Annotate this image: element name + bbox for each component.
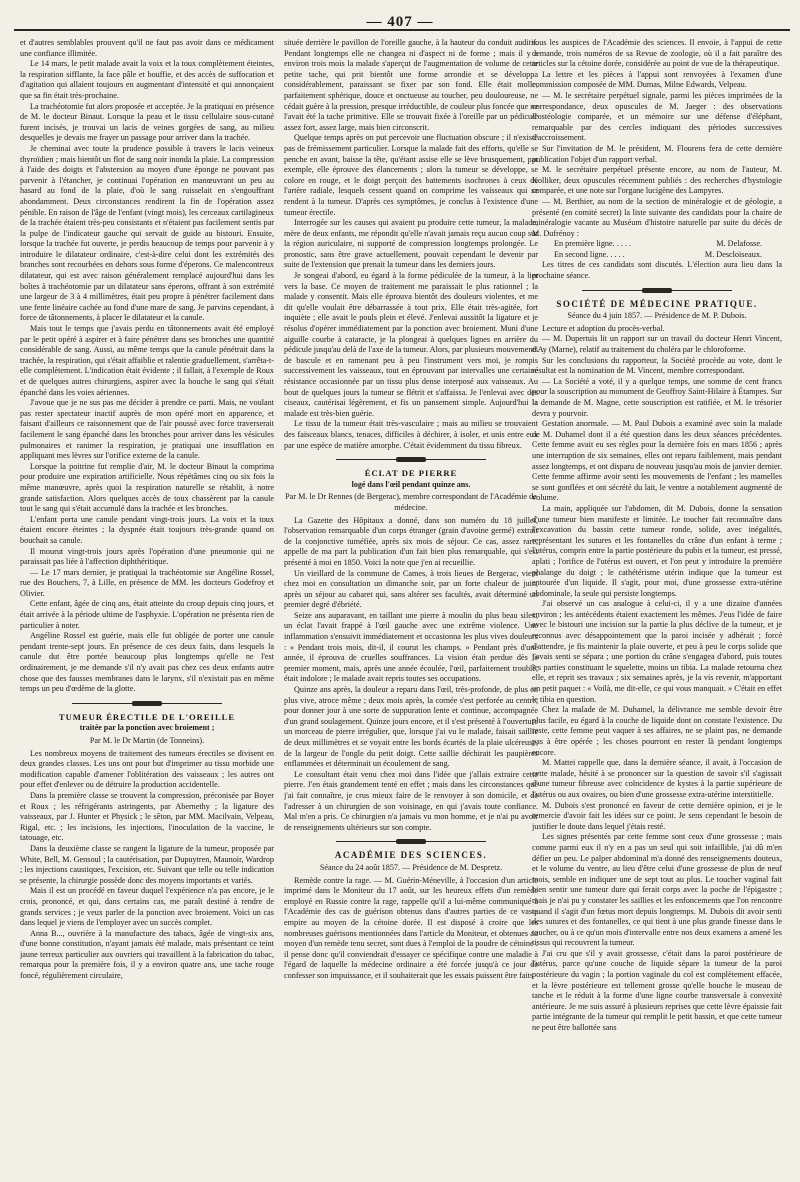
paragraph: Les titres de ces candidats sont discutés. L'élection aura lieu dans la prochaine séance. (532, 260, 782, 281)
paragraph: — M. Berthier, au nom de la section de minéralogie et de géologie, a présenté (en comité secret) la liste suivante des candidats pour la chaire de minéralogie vacante au Muséum d'histoire naturelle par suite du décès de M. Dufrénoy : (532, 196, 782, 238)
paragraph: — Le 17 mars dernier, je pratiquai la trachéotomie sur Angéline Rossel, rue des Bouchers, 7, à Lille, en présence de MM. les docteurs Godefroy et Olivier. (20, 567, 274, 598)
paragraph: Gestation anormale. — M. Paul Dubois a examiné avec soin la malade de M. Duhamel dont il a été question dans les deux séances précédentes. Cette femme avait eu ses règles pour la dernière fois en mars 1856 ; après une interruption de six semaines, elles ont reparu faiblement, mais pendant assez longtemps, et ont disparu de nouveau jusqu'au mois de janvier dernier. Cette femme affirme avoir senti les mouvements de l'enfant ; les mamelles se sont gonflées et ont sécrété du lait, le ventre a notablement augmenté de volume. (532, 419, 782, 503)
paragraph: Les nombreux moyens de traitement des tumeurs érectiles se divisent en deux grandes classes. Les uns ont pour but d'imprimer au tissu morbide une modification capable d'amener l'oblitération des vaisseaux ; les autres ont pour effet d'enlever ou de détruire la production accidentelle. (20, 748, 274, 790)
section-title: ACADÉMIE DES SCIENCES. (334, 850, 488, 861)
paragraph: Les signes présentés par cette femme sont ceux d'une grossesse ; mais comme parmi eux il n'y en a pas un seul qui soit infaillible, j'ai dû m'en défier un peu. Le palper abdominal m'a donné des renseignements douteux, et le volume du ventre, au lieu d'être celui d'une grossesse de plus de neuf mois, semble en indiquer une de sept tout au plus. Le toucher vaginal fait bien sentir une tumeur dure qui ferait corps avec la poche de l'épigastre ; mais je n'ai pu y constater les saillies et les enfoncements que l'on rencontre quand il s'agit d'un fœtus mort depuis longtemps. M. Dubois dit avoir senti des sutures et des fontanelles, ce qui tient à une plus grande finesse dans le toucher, ou à ce qu'un mois d'intervalle entre nos deux examens a amené les tissus qui recouvrent la tumeur. (532, 832, 782, 948)
paragraph: M. le secrétaire perpétuel présente encore, au nom de l'auteur, M. Kolliker, deux opuscules récemment publiés : des recherches d'hystologie comparée, et une note sur l'organe lucigène des Lampyres. (532, 165, 782, 196)
article-subtitle: traitée par la ponction avec broiement ; (79, 723, 215, 733)
paragraph: Angéline Rossel est guérie, mais elle fut obligée de porter une canule pendant trente-sept jours. En présence de ces deux faits, dans lesquels la canule dut être portée beaucoup plus longtemps qu'elle ne l'est ordinairement, je me demande s'il n'y avait pas chez ces deux enfants autre chose que des fausses membranes dans le larynx, s'il n'existait pas en même temps un peu d'œdème de la glotte. (20, 631, 274, 694)
column-2 (284, 38, 538, 1174)
paragraph: J'avoue que je ne sus pas me décider à prendre ce parti. Mais, ne voulant pas rester spectateur inactif auprès de mon opéré mort en apparence, et faisant d'ailleurs ce raisonnement que de l'air poussé avec force traverserait facilement le sang épanché dans les bronches pour arriver dans les vésicules pulmonaires et ranimer la respiration, je pratiquai une insufflation en appliquant mes lèvres sur l'orifice externe de la canule. (20, 398, 274, 461)
candidate-rank: En second ligne. . . . . (554, 249, 625, 259)
paragraph: J'ai observé un cas analogue à celui-ci, il y a une dizaine d'années environ ; les antécédents étaient exactement les mêmes. J'eus l'idée de faire avec le bistouri une incision sur la partie la plus déclive de la tumeur, et je reconnus avec désappointement que la paroi incisée y adhérait ; forcé d'attendre, je fis maintenir la plaie ouverte, et peu à peu le corps solide que j'avais senti se sépara ; une portion du crâne s'engagea d'abord, puis toutes les parties constituant le squelette, moins un tibia. La malade retourna chez elle, et reprit ses travaux ; six semaines après, je la vis revenir, m'apportant un petit paquet : « Voilà, me dit-elle, ce qui vous manquait. » C'était en effet le tibia en question. (532, 599, 782, 704)
candidate-rank: En première ligne. . . . . (554, 239, 632, 249)
paragraph: Seize ans auparavant, en taillant une pierre à moulin du plus beau silex, un éclat l'avait frappé à l'œil gauche avec une extrême violence. Une inflammation s'ensuivit immédiatement et occasionna les plus vives douleurs : « Pendant trois mois, dit-il, il courut les champs. » Pendant près d'une année, il éprouva de cruelles souffrances. La vision était perdue dès le premier moment, mais, après une année écoulée, l'œil, parfaitement troublé, était indolore ; le malade avait repris toutes ses occupations. (284, 610, 538, 684)
paragraph: située derrière le pavillon de l'oreille gauche, à la hauteur du conduit auditif. Pendant longtemps elle ne changea ni d'aspect ni de forme ; mais il y a environ trois mois la malade s'aperçut de l'augmentation de volume de cette petite tache, qui prit bientôt une forme arrondie et se développa considérablement, paraissant se fixer par son fond. Elle était molle, parfaitement sphérique, douce et onctueuse au toucher, peu douloureuse, ne cédait guère à la pression, presque irréductible, de couleur plus foncée que ne l'avait été la tache primitive. Elle se trouvait fixée à l'oreille par un pédicule assez fort, assez large, mais bien circonscrit. (284, 38, 538, 132)
paragraph: Sur l'invitation de M. le président, M. Flourens fera de cette dernière publication l'objet d'un rapport verbal. (532, 143, 782, 164)
paragraph: Remède contre la rage. — M. Guérin-Méneville, à l'occasion d'un article imprimé dans le Moniteur du 17 août, sur les heureux effets d'un remède employé en Russie contre la rage, rappelle qu'il a lui-même communiqué à l'Académie des cas de guérison obtenus dans d'autres parties de ce vaste empire au moyen de la cétoine dorée. Il est disposé à croire que les nombreuses guérisons mentionnées dans l'article du Moniteur, et obtenues au moyen d'un remède tenu secret, sont dues à l'emploi de la poudre de cétoine : il pense donc qu'il conviendrait d'essayer ce spécifique contre une maladie à l'égard de laquelle la médecine ordinaire a été forcée jusqu'à ce jour de confesser son impuissance, et il souhaiterait que les essais puissent être faits (284, 875, 538, 980)
column-1 (20, 38, 274, 1174)
article-author: Par M. le Dr Martin (de Tonneins). (89, 736, 205, 745)
paragraph: M. Mattei rappelle que, dans la dernière séance, il avait, à l'occasion de cette malade, hésité à se prononcer sur la question de savoir s'il s'agissait d'une tumeur fibreuse avec coïncidence de kystes à la partie supérieure de l'utérus ou aux ovaires, ou bien d'une grossesse extra-utérine interstitielle. (532, 758, 782, 799)
candidate-row (532, 250, 782, 261)
candidate-name: M. Delafosse. (716, 239, 762, 249)
paragraph: Mais il est un procédé en faveur duquel l'expérience n'a pas encore, je le crois, prononcé, et qui, dans certains cas, me paraît destiné à rendre de grands services ; je veux parler de la ponction avec broiement. Voici un cas dans lequel je viens de l'employer avec un succès complet. (20, 886, 274, 928)
section-title: SOCIÉTÉ DE MÉDECINE PRATIQUE. (556, 298, 758, 309)
paragraph: Interrogée sur les causes qui avaient pu produire cette tumeur, la malade, mère de deux enfants, me répondit qu'elle n'avait jamais reçu aucun coup sur la région auriculaire, ni supporté de compression longtemps prolongée. Le pronostic, sans être grave actuellement, pouvait cependant le devenir par suite de l'extension que prenait la tumeur dans les derniers jours. (284, 218, 538, 270)
paragraph: Quelque temps après on put percevoir une fluctuation obscure ; il n'existe pas de frémissement particulier. Lorsque la malade fait des efforts, qu'elle se penche en avant, baisse la tête, qu'étant assise elle se lève brusquement, par exemple, elle éprouve des élancements ; alors la tumeur se développe, se colore en rouge, et le doigt perçoit des battements isochrones à ceux de l'artère radiale, lesquels cessent quand on comprime les vaisseaux qui se rendent à la tumeur. D'après ces symptômes, je conclus à l'existence d'une tumeur érectile. (284, 133, 538, 217)
paragraph: sous les auspices de l'Académie des sciences. Il envoie, à l'appui de cette demande, trois numéros de sa Revue de zoologie, où il a fait paraître des articles sur la cétoine dorée, considérée au point de vue de la thérapeutique. (532, 38, 782, 69)
paragraph: Il mourut vingt-trois jours après l'opération d'une pneumonie qui ne paraissait pas liée à l'affection diphthéritique. (20, 546, 274, 567)
paragraph: La trachéotomie fut alors proposée et acceptée. Je la pratiquai en présence de M. le docteur Binaut. Lorsque la peau et le tissu cellulaire sous-cutané furent incisés, je trouvai un lacis de veines gorgées de sang, au milieu desquelles je devais me frayer un passage pour arriver dans la trachée. (20, 101, 274, 143)
ornament-divider (72, 701, 222, 707)
paragraph: Dans la première classe se trouvent la compression, préconisée par Boyer et Roux ; les réfrigérants astringents, par Abernethy ; la ligature des vaisseaux, par J. Hunter et Physick ; le sêton, par MM. Macilvain, Velpeau, Rigal, etc. ; les incisions, les injections, l'inoculation de la vaccine, le tatouage, etc. (20, 790, 274, 843)
paragraph: Le 14 mars, le petit malade avait la voix et la toux complètement éteintes, la respiration sifflante, la face pâle et bouffie, et des accès de suffocation et d'agitation qui allaient toujours en augmentant d'intensité et qui annonçaient que sa fin était très-prochaine. (20, 59, 274, 100)
paragraph: Quinze ans après, la douleur a reparu dans l'œil, très-profonde, de plus en plus vive, atroce même ; deux mois après, la cornée s'est perforée au centre, pour donner jour à une sorte de suppuration lente et continue, accompagnée d'un grand soulagement. Quinze jours encore, et il s'est présenté à l'ouverture un morceau de pierre irrégulier, que, lorsque j'ai vu le malade, faisait saillie de deux millimètres et se voyait entre les bords écartés de la plaie ulcéreuse, de la largeur de l'ongle du petit doigt. Cette saillie déchirait les paupières enflammées et déterminait un écoulement de sang. (284, 685, 538, 769)
paragraph: Cette enfant, âgée de cinq ans, était atteinte du croup depuis cinq jours, et était arrivée à la période ultime de l'asphyxie. L'opération ne présenta rien de particulier à noter. (20, 599, 274, 630)
paragraph: Mais tout le temps que j'avais perdu en tâtonnements avait été employé par le petit opéré à aspirer et à faire pénétrer dans ses bronches une quantité considérable de sang. Aussi, au même temps que la canule pénétrait dans la trachée, la respiration, qui s'était affaiblie et ralentie graduellement, s'arrêta-t-elle complètement. L'indication était évidente ; il fallait, à l'exemple de Roux et de quelques autres chirurgiens, aspirer avec la bouche le sang qui s'était épanché dans les voies aériennes. (20, 324, 274, 397)
paragraph: L'enfant porta une canule pendant vingt-trois jours. La voix et la toux étaient encore éteintes ; la dyspnée était toujours très-grande quand on bouchait sa canule. (20, 514, 274, 545)
article-title: TUMEUR ÉRECTILE DE L'OREILLE (58, 711, 236, 722)
paragraph: Lorsque la poitrine fut remplie d'air, M. le docteur Binaut la comprima pour produire une expiration artificielle. Nous répétâmes cinq ou six fois la même manœuvre, après quoi la respiration naturelle se rétablit, à notre grande satisfaction. Alors quelques accès de toux chassèrent par la canule tout le sang qui s'était accumulé dans la trachée et les bronches. (20, 461, 274, 514)
column-3 (532, 38, 782, 1174)
candidate-row (532, 239, 782, 250)
paragraph: — La Société a voté, il y a quelque temps, une somme de cent francs pour la souscription au monument de Geoffroy Saint-Hilaire à Étampes. Sur la demande de M. Magne, cette souscription est ratifiée, et M. le trésorier devra y pourvoir. (532, 376, 782, 418)
paragraph: La main, appliquée sur l'abdomen, dit M. Dubois, donne la sensation d'une tumeur bien manifeste et limitée. Le toucher fait reconnaître dans l'excavation du bassin cette tumeur ronde, solide, avec inégalités, représentant les sutures et les fontanelles du crâne d'un enfant à terme ; l'utérus, compris entre la partie postérieure du pubis et la tumeur, est pressé, aplati ; l'orifice de l'utérus est ouvert, et l'on peut y introduire la première phalange du doigt ; le cathétérisme utérin indique que la tumeur est entourée d'un liquide. Il s'agit, pour moi, d'une grossesse extra-utérine abdominale, la seule qui persiste longtemps. (532, 503, 782, 598)
paragraph: Anna B..., ouvrière à la manufacture des tabacs, âgée de vingt-six ans, d'une bonne constitution, n'ayant jamais été malade, mais présentant ce teint jaune terreux particulier aux ouvriers qui travaillent à la fabrication du tabac, remarqua pour la première fois, il y a environ quatre ans, une tache rouge foncé, régulièrement circulaire, (20, 928, 274, 981)
paragraph: — M. Dupertuis lit un rapport sur un travail du docteur Henri Vincent, d'Ay (Marne), relatif au traitement du choléra par le chloroforme. (532, 334, 782, 355)
header-rule (14, 29, 790, 31)
article-subtitle: logé dans l'œil pendant quinze ans. (351, 479, 471, 489)
paragraph: J'ai cru que s'il y avait grossesse, c'était dans la paroi postérieure de l'utérus, parce qu'une couche de liquide sépare la tumeur de la paroi postérieure du vagin ; la portion vaginale du col est complètement effacée, et la lèvre postérieure est tellement grosse qu'elle bouche le museau de tanche et le réduit à la forme d'une ligne courbe transversale à convexité antérieure. Je me suis assuré à plusieurs reprises que cette lèvre épaissie fait partie intégrante de la tumeur qui remplit le petit bassin, et que cette tumeur ne peut être ballottée sans (532, 948, 782, 1033)
ornament-divider (582, 288, 732, 294)
article-author: Par M. le Dr Rennes (de Bergerac), membre correspondant de l'Académie de médecine. (285, 492, 537, 512)
article-title: ÉCLAT DE PIERRE (364, 468, 458, 479)
session-line: Séance du 24 août 1857. — Présidence de M. Despretz. (319, 862, 503, 872)
paragraph: La Gazette des Hôpitaux a donné, dans son numéro du 18 juillet, l'observation remarquable d'un corps étranger (grain d'avoine germé) extrait de la conjonctive tuméfiée, après six mois de séjour. Ce cas, assez rare, appelle de ma part la publication d'un fait bien plus remarquable, qui s'est présenté à moi en 1850. Voici la note que j'en ai recueillie. (284, 515, 538, 567)
paragraph: Un vieillard de la commune de Cames, à trois lieues de Bergerac, vient chez moi en consultation un dimanche soir, par un forte chaleur de juin, après un séjour au cabaret qui, sans altérer ses facultés, avait déterminé un premier degré d'ébriété. (284, 568, 538, 610)
paragraph: La lettre et les pièces à l'appui sont renvoyées à l'examen d'une commission composée de MM. Dumas, Milne Edwards, Velpeau. (532, 69, 782, 90)
session-line: Séance du 4 juin 1857. — Présidence de M. P. Dubois. (567, 311, 747, 321)
paragraph: Dans la deuxième classe se rangent la ligature de la tumeur, proposée par White, Bell, M. Gensoul ; la cautérisation, par Dupuytren, Maunoir, Wardrop ; les injections caustiques, l'excision, etc. Suivant que telle ou telle indication se présente, la chirurgie possède donc des moyens importants et variés. (20, 843, 274, 885)
paragraph: et d'autres semblables prouvent qu'il ne faut pas avoir dans ce médicament une confiance illimitée. (20, 38, 274, 58)
candidate-name: M. Descloiseaux. (704, 249, 762, 259)
paragraph: Chez la malade de M. Duhamel, la délivrance me semble devoir être plus facile, eu égard à la couche de liquide dont on constate l'existence. Du reste, cette femme peut vaquer à ses affaires, ne se plaint pas, ne demande pas à être opérée ; les choses pourront en rester là pendant longtemps encore. (532, 705, 782, 757)
paragraph: Sur les conclusions du rapporteur, la Société procède au vote, dont le résultat est la nomination de M. Vincent, membre correspondant. (532, 355, 782, 376)
paragraph: Je songeai d'abord, eu égard à la forme pédiculée de la tumeur, à la lier vers la base. Ce moyen de traitement me paraissait le plus rationnel ; la malade y consentit. Mais elle éprouva bientôt des douleurs violentes, et me dit qu'elle voulait être débarrassée à tout prix. Elle était très-agitée, fort inquiète ; elle avait le pouls plein et élevé. J'enlevai aussitôt la ligature et je résolus d'opérer immédiatement par la ponction avec broiement. Muni d'une aiguille courbe à cataracte, je la plongeai à quelques lignes en arrière du pédicule jusqu'au delà de l'axe de la tumeur. Alors, par plusieurs mouvements de bascule et en ramenant peu à peu l'instrument vers moi, je rompis successivement les vaisseaux, tout en éprouvant par intervalles une certaine résistance occasionnée par un tissu plus dense interposé aux vaisseaux. Au bout de quelques jours la tumeur se flétrit et s'affaissa. Je l'enlevai avec des ciseaux, cautérisai légèrement, et fis un pansement simple. Aujourd'hui la malade est très-bien guérie. (284, 271, 538, 418)
paragraph: Je cheminai avec toute la prudence possible à travers le lacis veineux thyroïdien ; mais bientôt un flot de sang noir inonda la plaie. La compression à l'aide des doigts et l'abstersion au moyen d'une éponge ne pouvant pas parvenir à l'étancher, je continuai l'opération en manœuvrant un peu au hasard au fond de la plaie, d'où le sang ruisselait en s'engouffrant abondamment. Deux circonstances rendirent la fin de l'opération assez pénible. En raison de l'âge de l'enfant (vingt mois), les cerceaux cartilagineux de la trachée étaient très-peu consistants et n'étaient pas facilement sentis par la pulpe de l'indicateur gauche qui servait de guide au bistouri. Ensuite, lorsque la trachée fut ouverte, je perdis beaucoup de temps pour parvenir à y introduire le dilatateur ordinaire, c'est-à-dire celui dont les extrémités des branches sont recourbées en dehors sous forme d'éperons. Ce malencontreux dilatateur, qui est avec raison généralement remplacé aujourd'hui dans les boîtes à trachéotomie par un dilatateur sans éperons, offrant à son extrémité une largeur de 3 à 4 millimètres, était peu propre à pénétrer facilement dans une fente linéaire cachée au fond d'une mare de sang. Je parvins cependant, à force de tâtonnements, à placer le dilatateur et la canule. (20, 143, 274, 323)
ornament-divider (336, 839, 486, 845)
paragraph: M. Dubois s'est prononcé en faveur de cette dernière opinion, et je le remercie d'avoir fait les idées sur ce point. Je sens cependant le besoin de justifier le doute dans lequel j'étais resté. (532, 800, 782, 831)
ornament-divider (336, 457, 486, 463)
paragraph: — M. le secrétaire perpétuel signale, parmi les pièces imprimées de la correspondance, deux opuscules de M. Jaeger : des observations d'ostéologie comparée, et un mémoire sur une défense d'éléphant, remarquable par des cercles indiquant des périodes successives d'accroissement. (532, 90, 782, 143)
page-number: — 407 — (366, 14, 434, 30)
paragraph: Le consultant était venu chez moi dans l'idée que j'allais extraire cette pierre. J'en étais grandement tenté en effet ; mais dans les circonstances que j'ai fait connaître, je crus mieux faire de le renvoyer à son domicile, et de l'adresser à un chirurgien de son voisinage, en qui j'avais toute confiance. Mal m'en a pris. Ce chirurgien n'a jamais vu mon homme, et je n'ai pu avoir de renseignements ultérieurs sur son compte. (284, 769, 538, 832)
paragraph: Le tissu de la tumeur était très-vasculaire ; mais au milieu se trouvaient des faisceaux blancs, tenaces, difficiles à déchirer, à isoler, et unis entre eux par une espèce de matière amorphe. C'était évidemment du tissu fibreux. (284, 419, 538, 450)
paragraph: Lecture et adoption du procès-verbal. (542, 323, 665, 333)
